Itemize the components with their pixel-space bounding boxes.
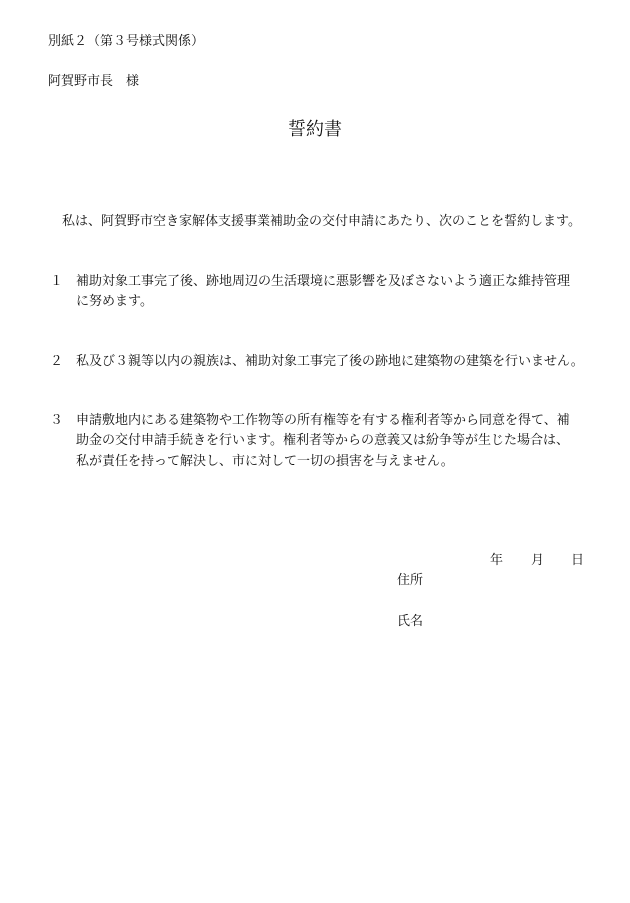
pledge-item-text-line: 私及び３親等以内の親族は、補助対象工事完了後の跡地に建築物の建築を行いません。 — [76, 354, 584, 369]
date-day-label: 日 — [571, 553, 585, 568]
pledge-item-text-line: 補助対象工事完了後、跡地周辺の生活環境に悪影響を及ぼさないよう適正な維持管理 — [76, 274, 571, 289]
pledge-item-number: ２ — [50, 354, 64, 369]
document-title: 誓約書 — [288, 119, 342, 140]
date-month-label: 月 — [531, 553, 545, 568]
pledge-item-number: ３ — [50, 413, 64, 428]
pledge-item-text-line: に努めます。 — [76, 294, 153, 309]
address-label: 住所 — [397, 573, 424, 588]
pledge-item-text-line: 申請敷地内にある建築物や工作物等の所有権等を有する権利者等から同意を得て、補 — [76, 413, 570, 428]
attachment-label: 別紙２（第３号様式関係） — [48, 34, 205, 49]
intro-statement: 私は、阿賀野市空き家解体支援事業補助金の交付申請にあたり、次のことを誓約します。 — [62, 214, 581, 229]
pledge-item-text-line: 私が責任を持って解決し、市に対して一切の損害を与えません。 — [76, 454, 454, 469]
pledge-item-number: １ — [50, 274, 64, 289]
pledge-item-text-line: 助金の交付申請手続きを行います。権利者等からの意義又は紛争等が生じた場合は、 — [76, 433, 569, 448]
name-label: 氏名 — [397, 614, 424, 629]
addressee: 阿賀野市長 様 — [48, 74, 140, 89]
date-year-label: 年 — [490, 553, 504, 568]
